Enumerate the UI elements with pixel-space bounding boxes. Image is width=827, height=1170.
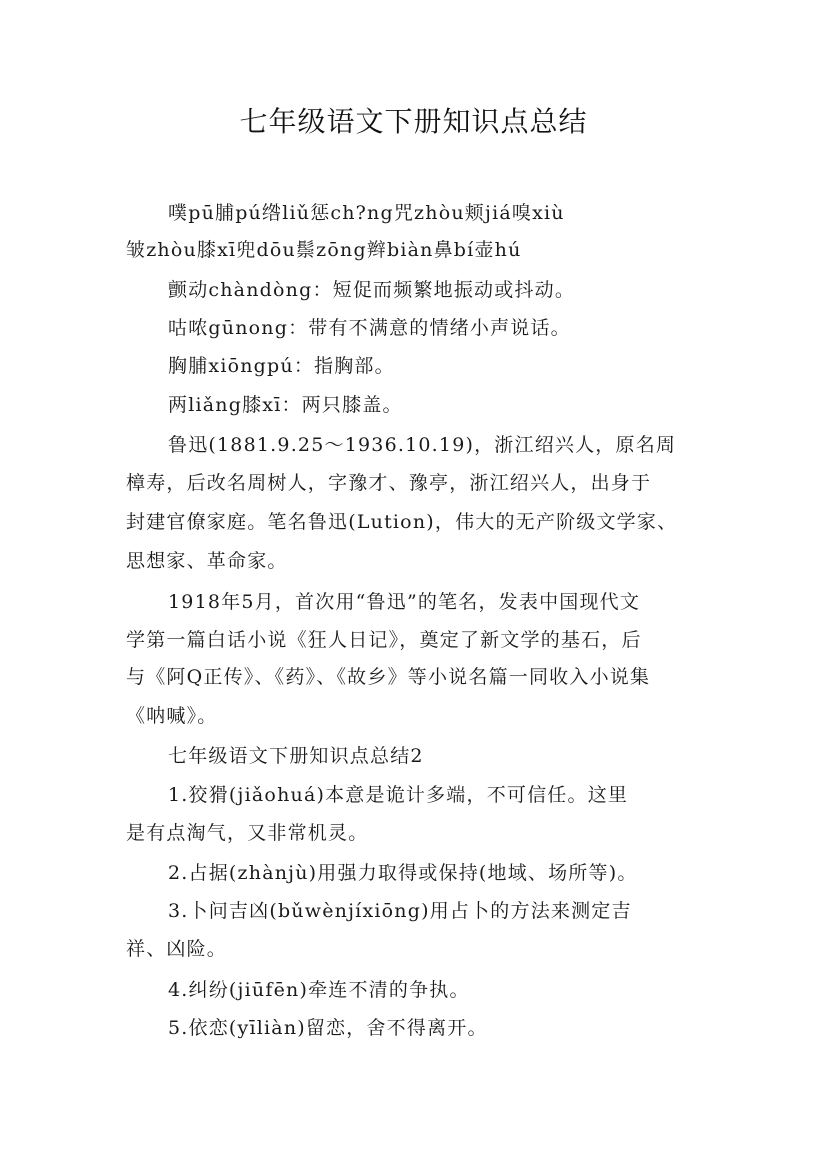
text-line: 两liǎng膝xī：两只膝盖。 [168,394,403,416]
text-line: 3.卜问吉凶(bǔwènjíxiōng)用占卜的方法来测定吉 [168,900,632,922]
text-line: 噗pū脯pú绺liǔ惩ch?ng咒zhòu颊jiá嗅xiù [168,202,565,224]
text-line: 5.依恋(yīliàn)留恋，舍不得离开。 [168,1017,488,1039]
section-heading: 七年级语文下册知识点总结2 [168,745,424,767]
text-line: 与《阿Q正传》、《药》、《故乡》等小说名篇一同收入小说集 [126,666,651,688]
text-line: 祥、凶险。 [126,938,228,960]
text-line: 2.占据(zhànjù)用强力取得或保持(地域、场所等)。 [168,862,638,884]
text-line: 1.狡猾(jiǎohuá)本意是诡计多端，不可信任。这里 [168,784,629,806]
page-title: 七年级语文下册知识点总结 [239,105,588,138]
text-line: 樟寿，后改名周树人，字豫才、豫亭，浙江绍兴人，出身于 [126,472,652,494]
text-line: 4.纠纷(jiūfēn)牵连不清的争执。 [168,979,470,1001]
text-line: 胸脯xiōngpú：指胸部。 [168,355,395,377]
text-line: 1918年5月，首次用“鲁迅”的笔名，发表中国现代文 [168,591,641,613]
text-line: 封建官僚家庭。笔名鲁迅(Lution)，伟大的无产阶级文学家、 [126,511,678,533]
text-line: 思想家、革命家。 [126,550,288,572]
text-line: 鲁迅(1881.9.25～1936.10.19)，浙江绍兴人，原名周 [168,434,677,456]
text-line: 是有点淘气，又非常机灵。 [126,822,369,844]
text-line: 咕哝gūnong：带有不满意的情绪小声说话。 [168,317,571,339]
text-line: 皱zhòu膝xī兜dōu鬃zōng辫biàn鼻bí壶hú [126,239,522,261]
text-line: 颤动chàndòng：短促而频繁地振动或抖动。 [168,279,576,301]
text-line: 学第一篇白话小说《狂人日记》，奠定了新文学的基石，后 [126,629,642,651]
text-line: 《呐喊》。 [126,705,218,727]
